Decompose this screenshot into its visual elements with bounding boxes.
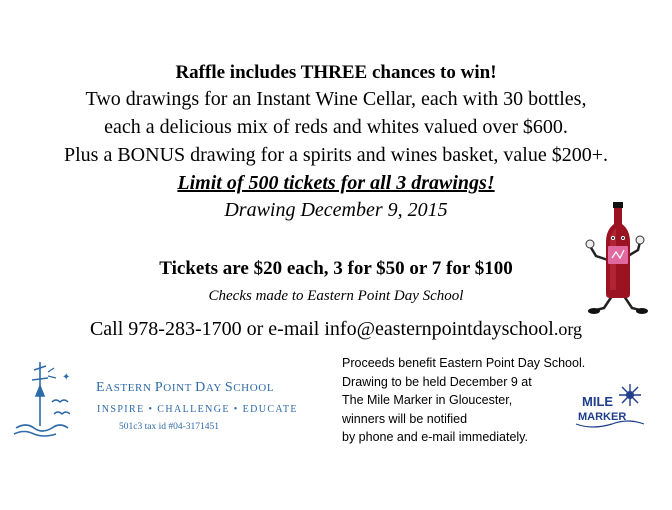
school-name-part: OINT: [163, 382, 196, 394]
raffle-prize-line-1: Two drawings for an Instant Wine Cellar, each with 30 bottles,: [85, 88, 587, 110]
proceeds-line: Drawing to be held December 9 at: [342, 374, 532, 389]
proceeds-line: Proceeds benefit Eastern Point Day School.: [342, 356, 586, 370]
drawing-date: Drawing December 9, 2015: [224, 199, 448, 221]
eastern-point-lighthouse-logo-icon: [12, 356, 70, 438]
raffle-prize-line-2: each a delicious mix of reds and whites valued over $600.: [104, 116, 568, 138]
school-name-part: CHOOL: [233, 382, 275, 394]
contact-domain-suffix: .org: [553, 319, 583, 339]
proceeds-line: winners will be notified: [342, 411, 468, 426]
school-name-part: P: [154, 380, 164, 395]
raffle-headline: Raffle includes THREE chances to win!: [175, 62, 497, 83]
proceeds-line: by phone and e-mail immediately.: [342, 430, 528, 444]
contact-phone-email: Call 978-283-1700 or e-mail info@easternpointdayschool: [89, 318, 554, 340]
mile-marker-word-2: MARKER: [578, 411, 627, 423]
school-tax-id: 501c3 tax id #04-3171451: [119, 422, 220, 432]
proceeds-line: The Mile Marker in Gloucester,: [342, 393, 513, 407]
ticket-limit-notice: Limit of 500 tickets for all 3 drawings!: [177, 172, 495, 194]
contact-line: [0, 318, 672, 341]
school-name-part: AY: [205, 382, 225, 394]
checks-payable-note: Checks made to Eastern Point Day School: [208, 288, 464, 304]
school-name-part: D: [195, 380, 206, 395]
svg-text:✦: ✦: [62, 372, 70, 383]
raffle-bonus-line: Plus a BONUS drawing for a spirits and wines basket, value $200+.: [64, 144, 608, 166]
wine-bottle-mascot-icon: [582, 198, 652, 318]
mile-marker-logo-icon: [572, 380, 652, 436]
mile-marker-word-1: MILE: [582, 394, 614, 409]
school-name: [96, 380, 274, 396]
ticket-prices: Tickets are $20 each, 3 for $50 or 7 for $100: [159, 258, 513, 279]
school-name-part: S: [224, 380, 234, 395]
school-name-part: ASTERN: [105, 382, 155, 394]
school-tagline: INSPIRE • CHALLENGE • EDUCATE: [97, 404, 298, 415]
school-name-part: E: [96, 380, 106, 395]
